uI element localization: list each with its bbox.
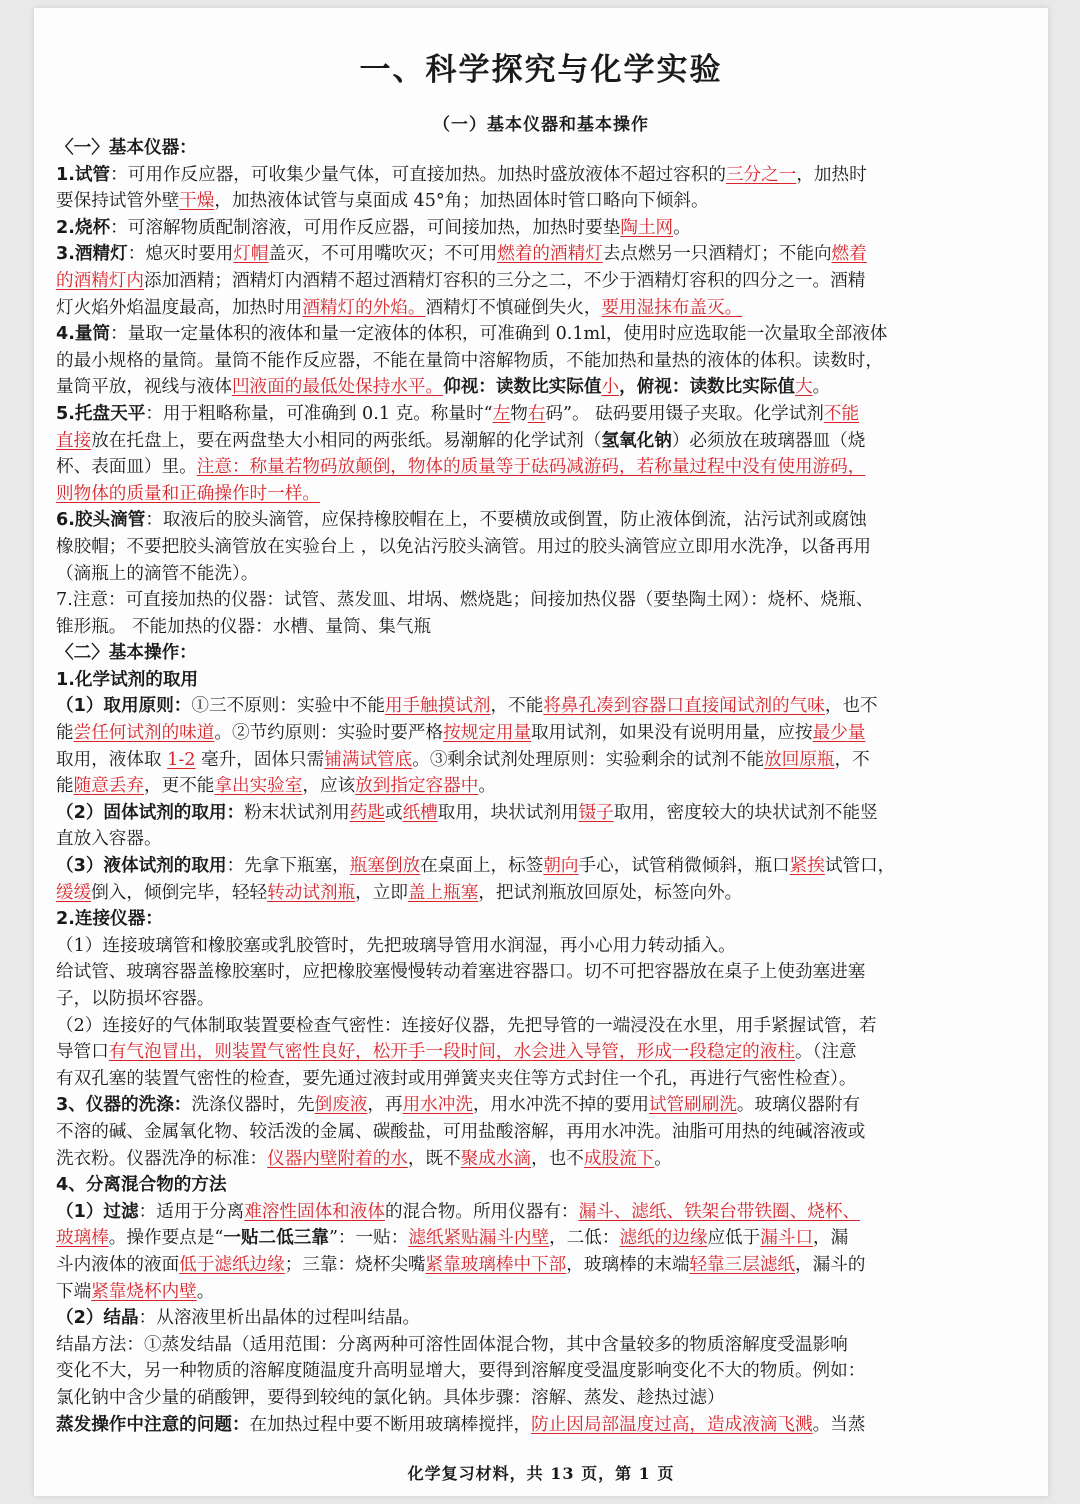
body-text: ：适用于分离 (138, 1201, 245, 1222)
text-line (56, 1225, 1022, 1252)
key-point-highlight: 漏斗口 (760, 1228, 814, 1249)
page-footer: 化学复习材料，共 13 页，第 1 页 (407, 1464, 675, 1483)
body-text: 物 (510, 403, 528, 424)
key-point-highlight: 拿出实验室 (214, 776, 303, 797)
body-text: 取用，液体取 (56, 749, 168, 770)
body-text: 直放入容器。 (56, 829, 162, 850)
key-point-highlight: 紧靠玻璃棒中下部 (425, 1254, 567, 1275)
body-text: 。 (196, 1281, 215, 1302)
body-text: 洗衣粉。仪器洗净的标准： (56, 1148, 268, 1169)
key-point-highlight: 转动试剂瓶 (267, 882, 356, 903)
body-text: 应低于 (707, 1228, 761, 1249)
key-point-highlight: 干燥 (179, 191, 215, 212)
key-point-highlight: 燃着 (831, 244, 867, 265)
body-text: ：可用作反应器，可收集少量气体，可直接加热。加热时盛放液体不超过容积的 (110, 164, 726, 185)
key-point-highlight: 防止因局部温度过高，造成液滴飞溅 (531, 1414, 813, 1435)
key-point-highlight: 成股流下 (583, 1148, 655, 1169)
key-point-highlight: 放回原瓶 (764, 749, 835, 770)
body-text: 取用，块状试剂用 (437, 802, 579, 823)
key-point-highlight: 小 (601, 377, 620, 398)
body-text: 导管口 (56, 1042, 109, 1063)
text-line (56, 853, 1022, 880)
body-text: ，加热液体试管与桌面成 45°角；加热固体时管口略向下倾斜。 (214, 191, 709, 212)
body-text: 。操作要点是“ (108, 1228, 224, 1249)
bold-heading-text: 〈二〉基本操作： (56, 643, 197, 664)
document-page (34, 8, 1048, 1496)
body-text: 子，以防损坏容器。 (56, 989, 215, 1009)
body-text: ，既不 (407, 1148, 461, 1169)
text-line (56, 614, 1022, 641)
body-text: 锥形瓶。 不能加热的仪器：水槽、量筒、集气瓶 (56, 616, 432, 637)
bold-heading-text: 4.量筒 (56, 324, 111, 345)
text-line (56, 162, 1022, 189)
key-point-highlight: 1-2 (167, 749, 196, 770)
body-text: 量筒平放，视线与液体 (56, 377, 232, 398)
document-body (56, 135, 1022, 1438)
body-text: 给试管、玻璃容器盖橡胶塞时，应把橡胶塞慢慢转动着塞进容器口。切不可把容器放在桌子上使劲塞进塞 (56, 962, 866, 983)
text-line (56, 1146, 1022, 1173)
key-point-highlight: 用手触摸试剂 (384, 696, 491, 717)
body-text: （1）连接玻璃管和橡胶塞或乳胶管时，先把玻璃导管用水润湿，再小心用力转动插入。 (56, 935, 736, 956)
key-point-highlight: 随意丢弃 (73, 776, 144, 797)
text-line (56, 428, 1022, 455)
bold-heading-text: 仰视：读数比实际值 (443, 377, 602, 398)
key-point-highlight: 漏斗、滤纸、铁架台带铁圈、烧杯、 (578, 1201, 861, 1222)
body-text: 7.注意：可直接加热的仪器：试管、蒸发皿、坩埚、燃烧匙；间接加热仪器（要垫陶土网）：烧杯、烧瓶、 (56, 590, 874, 611)
key-point-highlight: 盖上瓶塞 (407, 882, 479, 903)
bold-heading-text: （2）固体试剂的取用： (56, 802, 245, 823)
key-point-highlight: 轻靠三层滤纸 (689, 1254, 796, 1275)
key-point-highlight: 缓缓 (56, 882, 92, 903)
bold-heading-text: 2.连接仪器： (56, 909, 163, 930)
body-text: 盖灭，不可用嘴吹灭；不可用 (268, 244, 498, 265)
bold-heading-text: 3.酒精灯 (56, 244, 128, 265)
key-point-highlight: 放到指定容器中 (355, 776, 479, 797)
body-text: 氯化钠中含少量的硝酸钾，要得到较纯的氯化钠。具体步骤：溶解、蒸发、趁热过滤） (56, 1387, 725, 1408)
text-line (56, 481, 1022, 508)
body-text: ，把试剂瓶放回原处，标签向外。 (478, 882, 743, 903)
bold-heading-text: 4、分离混合物的方法 (56, 1175, 227, 1196)
text-line (56, 986, 1022, 1013)
body-text: 去点燃另一只酒精灯；不能向 (602, 244, 832, 265)
text-line (56, 1279, 1022, 1306)
body-text: 下端 (56, 1281, 92, 1302)
key-point-highlight: 燃着的酒精灯 (497, 244, 603, 265)
key-point-highlight: 瓶塞倒放 (349, 856, 421, 877)
key-point-highlight: 最少量 (812, 723, 866, 744)
key-point-highlight: 左 (492, 403, 511, 424)
bold-heading-text: 氢氧化钠 (601, 430, 672, 451)
text-line (56, 1066, 1022, 1093)
body-text: ，漏斗的 (795, 1254, 866, 1275)
bold-heading-text: 蒸发操作中注意的问题： (56, 1414, 250, 1435)
bold-heading-text: 一贴二低三靠 (223, 1228, 329, 1249)
key-point-highlight: 倒废液 (314, 1095, 368, 1116)
body-text: 。（注意 (794, 1042, 857, 1063)
body-text: 取用，密度较大的块状试剂不能竖 (613, 802, 878, 823)
body-text: ，漏 (813, 1228, 849, 1249)
text-line (56, 720, 1022, 747)
text-line (56, 587, 1022, 614)
text-line (56, 773, 1022, 800)
body-text: 。当蒸 (812, 1414, 866, 1435)
body-text: ：先拿下瓶塞， (226, 856, 350, 877)
text-line (56, 1385, 1022, 1412)
body-text: 洗涤仪器时，先 (191, 1095, 315, 1116)
text-line (56, 826, 1022, 853)
body-text: 。②节约原则：实验时要严格 (214, 723, 444, 744)
text-line (56, 1332, 1022, 1359)
key-point-highlight: 紧挨 (789, 856, 825, 877)
body-text: 添加酒精；酒精灯内酒精不超过酒精灯容积的三分之二，不少于酒精灯容积的四分之一。酒精 (143, 270, 866, 291)
bold-heading-text: （3）液体试剂的取用 (56, 856, 227, 877)
body-text: 。 (478, 776, 496, 797)
key-point-highlight: 玻璃棒 (56, 1228, 109, 1249)
key-point-highlight: 尝任何试剂的味道 (73, 723, 215, 744)
bold-heading-text: （1）过滤 (56, 1201, 139, 1222)
body-text: 。 (812, 377, 831, 398)
page-title: 一、科学探究与化学实验 (359, 52, 723, 88)
key-point-highlight: 凹液面的最低处保持水平。 (231, 377, 444, 398)
key-point-highlight: 紧靠烧杯内壁 (91, 1281, 197, 1302)
text-line (56, 1358, 1022, 1385)
body-text: ；三靠：烧杯尖嘴 (284, 1254, 426, 1275)
text-line (56, 1172, 1022, 1199)
bold-heading-text: （1）取用原则： (56, 696, 192, 717)
key-point-highlight: 注意：称量若物码放颠倒，物体的质量等于砝码减游码，若称量过程中没有使用游码， (196, 457, 866, 478)
body-text: ，也不 (531, 1148, 584, 1169)
body-text: 或 (384, 802, 403, 823)
key-point-highlight: 滤纸的边缘 (619, 1228, 708, 1249)
key-point-highlight: 镊子 (578, 802, 614, 823)
body-text: 。③剩余试剂处理原则：实验剩余的试剂不能 (412, 749, 765, 770)
body-text: ，用水冲洗不掉的要用 (472, 1095, 649, 1116)
key-point-highlight: 有气泡冒出，则装置气密性良好，松开手一段时间，水会进入导管，形成一段稳定的液柱 (108, 1042, 795, 1063)
body-text: 不溶的碱、金属氧化物、较活泼的金属、碳酸盐，可用盐酸溶解，再用水冲洗。油脂可用热的纯碱溶液或 (56, 1121, 866, 1142)
key-point-highlight: 要用湿抹布盖灭。 (601, 297, 743, 318)
key-point-highlight: 将鼻孔凑到容器口直接闻试剂的气味 (543, 696, 825, 717)
key-point-highlight: 大 (795, 377, 813, 398)
body-text: ，玻璃棒的末端 (566, 1254, 690, 1275)
key-point-highlight: 仪器内壁附着的水 (267, 1148, 408, 1169)
section-subtitle: （一）基本仪器和基本操作 (433, 115, 649, 135)
key-point-highlight: 的酒精灯内 (56, 270, 144, 291)
body-text: 在加热过程中要不断用玻璃棒搅拌， (249, 1414, 532, 1435)
text-line (56, 268, 1022, 295)
body-text: 倒入，倾倒完毕，轻轻 (91, 882, 268, 903)
body-text: ：取液后的胶头滴管，应保持橡胶帽在上，不要横放或倒置，防止液体倒流，沾污试剂或腐蚀 (145, 510, 867, 531)
text-line (56, 295, 1022, 322)
body-text: ：从溶液里析出晶体的过程叫结晶。 (138, 1308, 421, 1329)
body-text: ，立即 (355, 882, 408, 903)
body-text: 的混合物。所用仪器有： (384, 1201, 579, 1222)
body-text: 。玻璃仪器附有 (736, 1095, 861, 1116)
text-line (56, 1092, 1022, 1119)
body-text: 有双孔塞的装置气密性的检查，要先通过液封或用弹簧夹夹住等方式封住一个孔，再进行气密性检查）。 (56, 1068, 857, 1089)
body-text: 粉末状试剂用 (244, 802, 350, 823)
body-text: ，应该 (302, 776, 356, 797)
bold-heading-text: 〈一〉基本仪器： (56, 138, 197, 158)
key-point-highlight: 低于滤纸边缘 (179, 1254, 285, 1275)
body-text: ）必须放在玻璃器皿（烧 (671, 430, 866, 451)
body-text: 手心，试管稍微倾斜，瓶口 (578, 856, 790, 877)
text-line (56, 933, 1022, 960)
key-point-highlight: 不能 (823, 403, 860, 424)
text-line (56, 800, 1022, 827)
body-text: 结晶方法：①蒸发结晶（适用范围：分离两种可溶性固体混合物，其中含量较多的物质溶解度受温影响 (56, 1334, 848, 1355)
text-line (56, 906, 1022, 933)
bold-heading-text: ，俯视：读数比实际值 (619, 377, 796, 398)
text-line (56, 135, 1022, 162)
body-text: 斗内液体的液面 (56, 1254, 180, 1275)
key-point-highlight: 药匙 (349, 802, 385, 823)
key-point-highlight: 灯帽 (233, 244, 269, 265)
bold-heading-text: 5.托盘天平 (56, 403, 146, 424)
key-point-highlight: 铺满试管底 (324, 749, 413, 770)
text-line (56, 880, 1022, 907)
body-text: ：可溶解物质配制溶液，可用作反应器，可间接加热，加热时要垫 (110, 217, 621, 238)
key-point-highlight: 酒精灯的外焰。 (302, 297, 426, 318)
text-line (56, 507, 1022, 534)
bold-heading-text: 2.烧杯 (56, 217, 111, 238)
key-point-highlight: 难溶性固体和液体 (244, 1201, 385, 1222)
body-text: 毫升，固体只需 (195, 749, 325, 770)
body-text: （2）连接好的气体制取装置要检查气密性：连接好仪器，先把导管的一端浸没在水里，用手紧握试管，若 (56, 1015, 877, 1036)
key-point-highlight: 朝向 (543, 856, 579, 877)
body-text: 取用试剂，如果没有说明用量，应按 (531, 723, 813, 744)
key-point-highlight: 用水冲洗 (402, 1095, 473, 1116)
text-line (56, 1412, 1022, 1439)
body-text: ：熄灭时要用 (127, 244, 234, 265)
key-point-highlight: 三分之一 (725, 164, 797, 185)
body-text: 变化不大，另一种物质的溶解度随温度升高明显增大，要得到溶解度受温度影响变化不大的物质。例如： (56, 1361, 866, 1382)
bold-heading-text: （2）结晶 (56, 1308, 139, 1329)
text-line (56, 959, 1022, 986)
bold-heading-text: 3、仪器的洗涤： (56, 1095, 192, 1116)
body-text: 灯火焰外焰温度最高，加热时用 (56, 297, 303, 318)
text-line (56, 1252, 1022, 1279)
text-line (56, 188, 1022, 215)
body-text: ，不能 (490, 696, 544, 717)
text-line (56, 374, 1022, 401)
body-text: ，二低： (549, 1228, 620, 1249)
body-text: ①三不原则：实验中不能 (191, 696, 385, 717)
key-point-highlight: 纸槽 (402, 802, 438, 823)
text-line (56, 561, 1022, 588)
text-line (56, 401, 1022, 428)
key-point-highlight: 试管刷刷洗 (648, 1095, 737, 1116)
key-point-highlight: 聚成水滴 (460, 1148, 532, 1169)
body-text: 放在托盘上，要在两盘垫大小相同的两张纸。易潮解的化学试剂（ (91, 430, 602, 451)
bold-heading-text: 1.试管 (56, 164, 111, 185)
body-text: 的最小规格的量筒。量筒不能作反应器，不能在量筒中溶解物质，不能加热和量热的液体的体积。读数时， (56, 350, 883, 371)
bold-heading-text: 1.化学试剂的取用 (56, 669, 199, 690)
body-text: 杯、表面皿）里。 (56, 457, 197, 478)
key-point-highlight: 直接 (56, 430, 92, 451)
text-line (56, 1305, 1022, 1332)
body-text: 。 (654, 1148, 672, 1169)
body-text: 酒精灯不慎碰倒失火， (425, 297, 602, 318)
body-text: 能 (56, 776, 74, 797)
text-line (56, 1039, 1022, 1066)
key-point-highlight: 陶土网 (620, 217, 674, 238)
text-line (56, 348, 1022, 375)
text-line (56, 640, 1022, 667)
body-text: ：用于粗略称量，可准确到 0.1 克。称量时“ (145, 403, 493, 424)
body-text: （滴瓶上的滴管不能洗）。 (56, 563, 259, 584)
body-text: 橡胶帽；不要把胶头滴管放在实验台上 ，以免沾污胶头滴管。用过的胶头滴管应立即用水洗净，以备再用 (56, 536, 871, 557)
body-text: 码”。 砝码要用镊子夹取。化学试剂 (545, 403, 824, 424)
text-line (56, 241, 1022, 268)
text-line (56, 1199, 1022, 1226)
text-line (56, 693, 1022, 720)
key-point-highlight: 则物体的质量和正确操作时一样。 (56, 483, 320, 504)
body-text: ，加热时 (796, 164, 867, 185)
key-point-highlight: 滤纸紧贴漏斗内壁 (408, 1228, 550, 1249)
body-text: ：量取一定量体积的液体和量一定液体的体积，可准确到 0.1ml，使用时应选取能一次量取全部液体 (110, 324, 888, 345)
body-text: ”：一贴： (328, 1228, 409, 1249)
text-line (56, 321, 1022, 348)
body-text: 在桌面上，标签 (420, 856, 544, 877)
body-text: ，不 (834, 749, 870, 770)
body-text: 。 (673, 217, 691, 238)
key-point-highlight: 按规定用量 (443, 723, 532, 744)
bold-heading-text: 6.胶头滴管 (56, 510, 146, 531)
key-point-highlight: 右 (527, 403, 546, 424)
text-line (56, 1119, 1022, 1146)
body-text: 要保持试管外壁 (56, 191, 180, 212)
text-line (56, 747, 1022, 774)
body-text: ，更不能 (144, 776, 215, 797)
body-text: ，也不 (824, 696, 878, 717)
text-line (56, 1013, 1022, 1040)
body-text: 能 (56, 723, 74, 744)
text-line (56, 215, 1022, 242)
text-line (56, 534, 1022, 561)
body-text: ，再 (367, 1095, 403, 1116)
body-text: 试管口， (824, 856, 896, 877)
text-line (56, 667, 1022, 694)
text-line (56, 454, 1022, 481)
